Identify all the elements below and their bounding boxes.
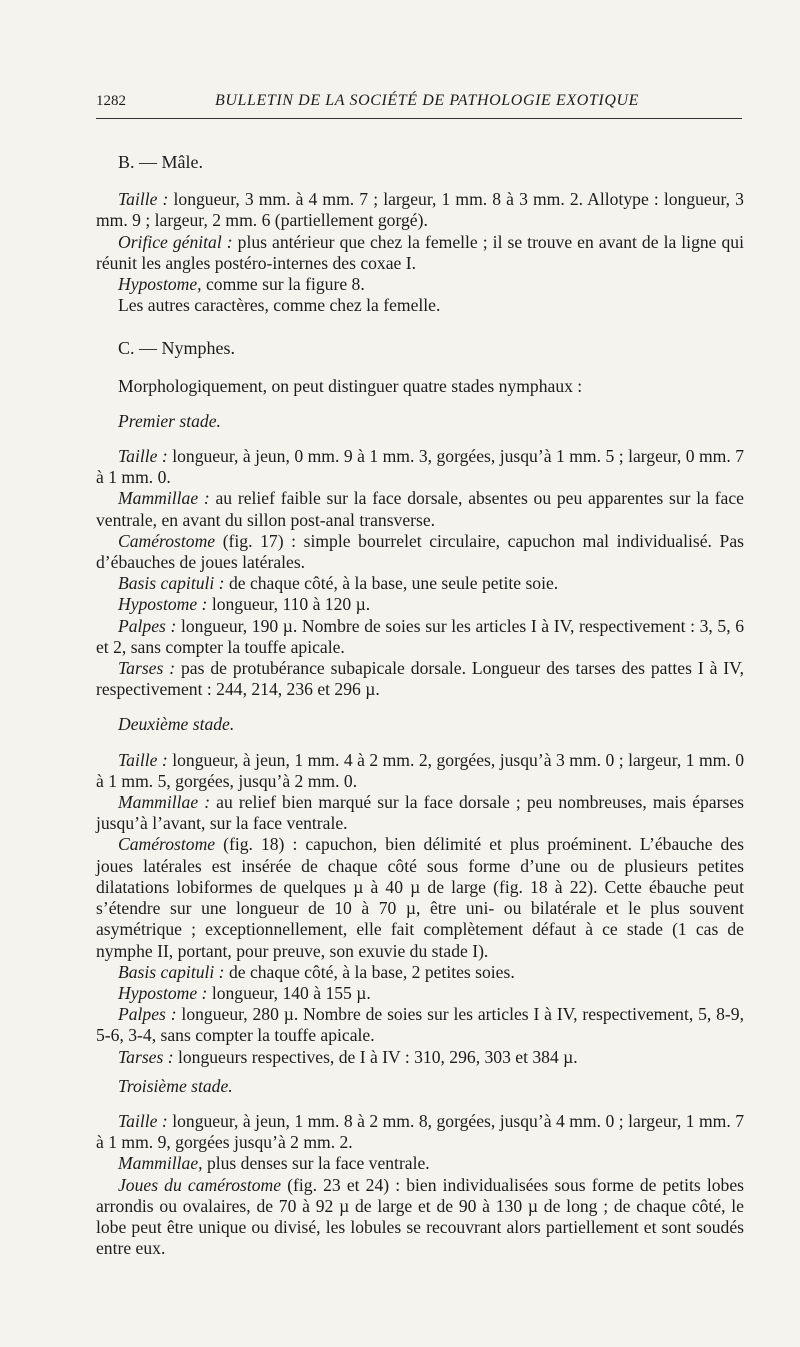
paragraph-tarses-stade2: Tarses : longueurs respectives, de I à IV : 310, 296, 303 et 384 µ. — [118, 1046, 578, 1067]
subheading-troisieme-stade: Troisième stade. — [118, 1075, 233, 1096]
subheading-deuxieme-stade: Deuxième stade. — [118, 714, 235, 735]
paragraph-mammillae-stade1: Mammillae : au relief faible sur la face dorsale, absentes ou peu apparentes sur la face ventrale, en avant du sillon post-anal transverse. — [96, 488, 744, 530]
running-header — [96, 92, 742, 119]
paragraph-taille-stade3: Taille : longueur, à jeun, 1 mm. 8 à 2 mm. 8, gorgées, jusqu’à 4 mm. 0 ; largeur, 1 mm. 7 à 1 mm. 9, gorgées jusqu’à 2 mm. 2. — [96, 1110, 744, 1153]
paragraph-palpes-stade2: Palpes : longueur, 280 µ. Nombre de soies sur les articles I à IV, respectivement, 5, 8-9, 5-6, 3-4, sans compter la touffe apicale. — [96, 1004, 744, 1046]
section-heading-nymphes: C. — Nymphes. — [118, 338, 235, 359]
paragraph-mammillae-stade3: Mammillae, plus denses sur la face ventrale. — [118, 1153, 430, 1174]
section-heading-male: B. — Mâle. — [118, 152, 203, 172]
journal-title: BULLETIN DE LA SOCIÉTÉ DE PATHOLOGIE EXOTIQUE — [214, 92, 640, 109]
paragraph-autres-caracteres: Les autres caractères, comme chez la femelle. — [118, 295, 441, 316]
paragraph-hypostome-male: Hypostome, comme sur la figure 8. — [118, 274, 365, 295]
paragraph-orifice-genital: Orifice génital : plus antérieur que chez la femelle ; il se trouve en avant de la ligne qui réunit les angles postéro-internes des coxae I. — [96, 231, 744, 273]
paragraph-taille-stade1: Taille : longueur, à jeun, 0 mm. 9 à 1 mm. 3, gorgées, jusqu’à 1 mm. 5 ; largeur, 0 mm. 7 à 1 mm. 0. — [96, 446, 744, 488]
paragraph-hypostome-stade2: Hypostome : longueur, 140 à 155 µ. — [118, 982, 371, 1003]
paragraph-camerostome-stade1: Camérostome (fig. 17) : simple bourrelet circulaire, capuchon mal individualisé. Pas d’ébauches de joues latérales. — [96, 530, 744, 573]
paragraph-camerostome-stade2: Camérostome (fig. 18) : capuchon, bien délimité et plus proéminent. L’ébauche des joues latérales est insérée de chaque côté sous forme d’une ou de plusieurs petites dilatations lobiformes de quelques µ à 40 µ de large (fig. 18 à 22). Cette ébauche peut s’étendre sur une longueur de 10 à 70 µ, être uni- ou bilatérale et le plus souvent asymétrique ; exceptionnellement, elle fait complètement défaut à ce stade (1 cas de nymphe II, portant, pour preuve, son exuvie du stade I). — [96, 834, 744, 961]
paragraph-taille-male: Taille : longueur, 3 mm. à 4 mm. 7 ; largeur, 1 mm. 8 à 3 mm. 2. Allotype : longueur, 3 mm. 9 ; largeur, 2 mm. 6 (partiellement gorgé). — [96, 189, 744, 231]
article-body — [96, 152, 744, 1259]
paragraph-nymphes-intro: Morphologiquement, on peut distinguer quatre stades nymphaux : — [118, 375, 583, 396]
paragraph-tarses-stade1: Tarses : pas de protubérance subapicale dorsale. Longueur des tarses des pattes I à IV, respectivement : 244, 214, 236 et 296 µ. — [96, 658, 745, 700]
paragraph-basis-stade2: Basis capituli : de chaque côté, à la base, 2 petites soies. — [118, 961, 515, 982]
subheading-premier-stade: Premier stade. — [118, 410, 221, 431]
paragraph-basis-stade1: Basis capituli : de chaque côté, à la base, une seule petite soie. — [118, 573, 559, 594]
paragraph-taille-stade2: Taille : longueur, à jeun, 1 mm. 4 à 2 mm. 2, gorgées, jusqu’à 3 mm. 0 ; largeur, 1 mm. 0 à 1 mm. 5, gorgées, jusqu’à 2 mm. 0. — [96, 749, 744, 791]
paragraph-mammillae-stade2: Mammillae : au relief bien marqué sur la face dorsale ; peu nombreuses, mais éparses jusqu’à l’avant, sur la face ventrale. — [96, 792, 744, 834]
paragraph-hypostome-stade1: Hypostome : longueur, 110 à 120 µ. — [118, 594, 371, 615]
paragraph-joues-stade3: Joues du camérostome (fig. 23 et 24) : bien individualisées sous forme de petits lobes arrondis ou ovalaires, de 70 à 92 µ de large et de 90 à 130 µ de long ; de chaque côté, le lobe peut être unique ou divisé, les lobules se recouvrant alors partiellement et sont soudés entre eux. — [96, 1174, 744, 1259]
page-number: 1282 — [96, 93, 126, 109]
paragraph-palpes-stade1: Palpes : longueur, 190 µ. Nombre de soies sur les articles I à IV, respectivement : 3, 5, 6 et 2, sans compter la touffe apicale. — [96, 615, 744, 657]
